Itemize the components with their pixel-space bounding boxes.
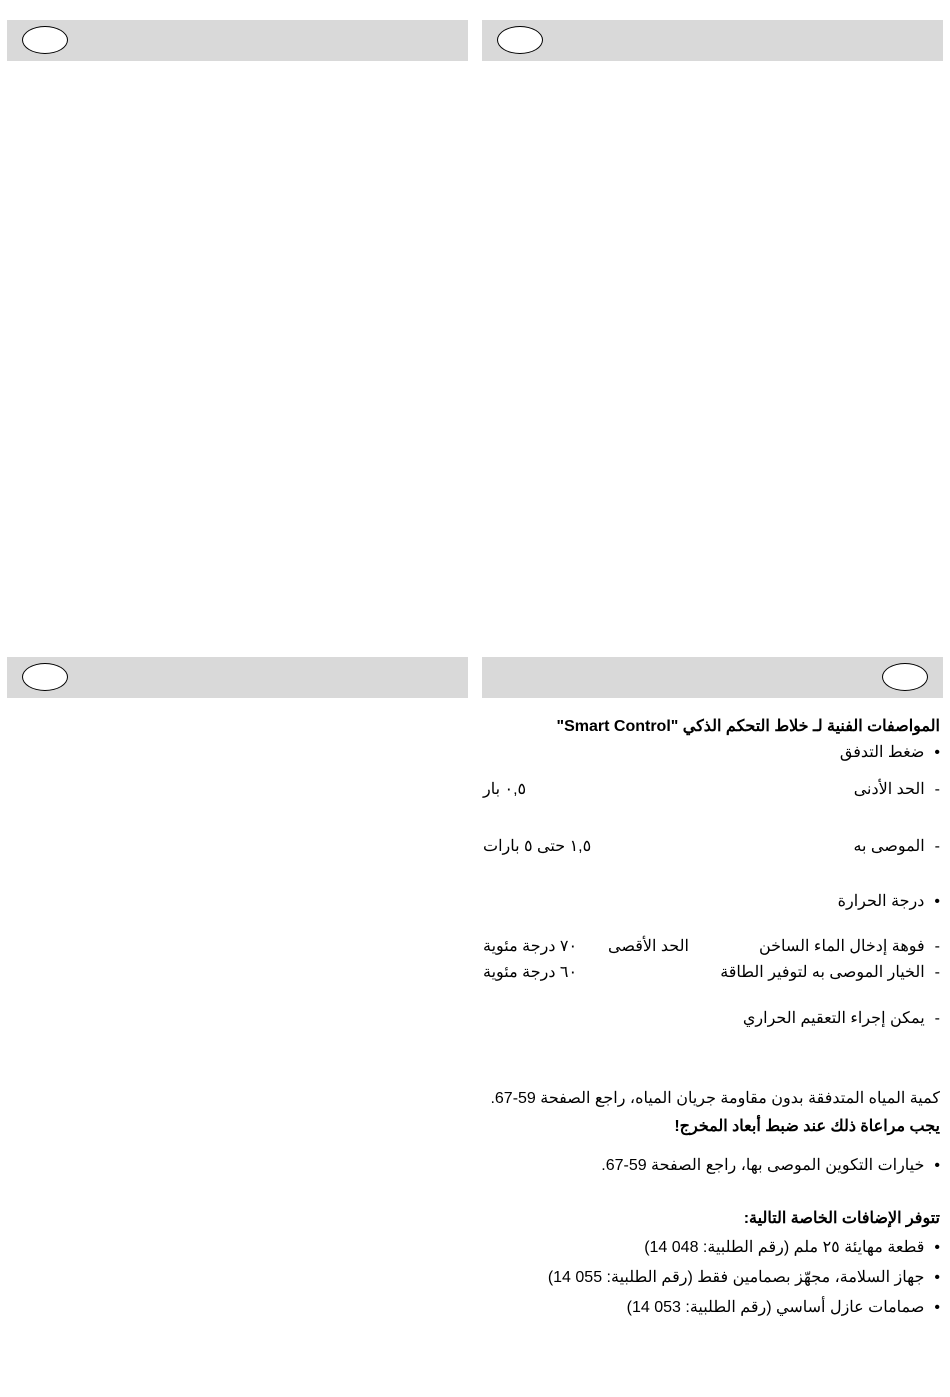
- recommended-pressure-label: الموصى به: [853, 838, 925, 855]
- energy-label: الخيار الموصى به لتوفير الطاقة: [720, 964, 925, 981]
- recommended-pressure-item: [853, 836, 940, 856]
- header-bar-top-left: [7, 20, 468, 61]
- flow-pressure-item: [840, 742, 940, 762]
- language-badge-oval: [882, 663, 928, 691]
- energy-item: [720, 962, 940, 982]
- language-badge-oval: [22, 663, 68, 691]
- thermal-disinfection-item: [743, 1008, 940, 1028]
- outlet-note-text: يجب مراعاة ذلك عند ضبط أبعاد المخرج!: [674, 1118, 940, 1135]
- config-options-item: [601, 1155, 940, 1175]
- hot-inlet-item: [759, 936, 940, 956]
- accessory-item-2: [548, 1267, 940, 1287]
- energy-value: ٦٠ درجة مئوية: [483, 964, 578, 981]
- language-badge-oval: [497, 26, 543, 54]
- language-badge-oval: [22, 26, 68, 54]
- spec-title: المواصفات الفنية لـ خلاط التحكم الذكي "Smart Control": [556, 718, 940, 735]
- accessories-title: تتوفر الإضافات الخاصة التالية:: [743, 1210, 940, 1227]
- accessory-item-1: [644, 1237, 940, 1257]
- temperature-item: [838, 891, 940, 911]
- config-options-label: خيارات التكوين الموصى بها، راجع الصفحة 59-67.: [601, 1157, 925, 1174]
- thermal-disinfection-label: يمكن إجراء التعقيم الحراري: [742, 1010, 925, 1027]
- min-pressure-value: ٠,٥ بار: [483, 781, 527, 798]
- flow-pressure-label: ضغط التدفق: [839, 744, 925, 761]
- recommended-pressure-value: ١,٥ حتى ٥ بارات: [483, 838, 592, 855]
- header-bar-bottom-right: [482, 657, 943, 698]
- min-pressure-label: الحد الأدنى: [853, 781, 925, 798]
- accessory-label-3: صمامات عازل أساسي (رقم الطلبية: 053 14): [626, 1299, 925, 1316]
- accessory-item-3: [627, 1297, 940, 1317]
- header-bar-bottom-left: [7, 657, 468, 698]
- accessory-label-2: جهاز السلامة، مجهّز بصمامين فقط (رقم الطلبية: 055 14): [547, 1269, 925, 1286]
- flow-amount-text: كمية المياه المتدفقة بدون مقاومة جريان المياه، راجع الصفحة 59-67.: [490, 1090, 940, 1107]
- accessory-label-1: قطعة مهايئة ٢٥ ملم (رقم الطلبية: 048 14): [644, 1239, 925, 1256]
- hot-inlet-max-label: الحد الأقصى: [608, 938, 689, 955]
- hot-inlet-value: ٧٠ درجة مئوية: [483, 938, 578, 955]
- header-bar-top-right: [482, 20, 943, 61]
- min-pressure-item: [854, 779, 940, 799]
- temperature-label: درجة الحرارة: [837, 893, 925, 910]
- hot-inlet-label: فوهة إدخال الماء الساخن: [758, 938, 925, 955]
